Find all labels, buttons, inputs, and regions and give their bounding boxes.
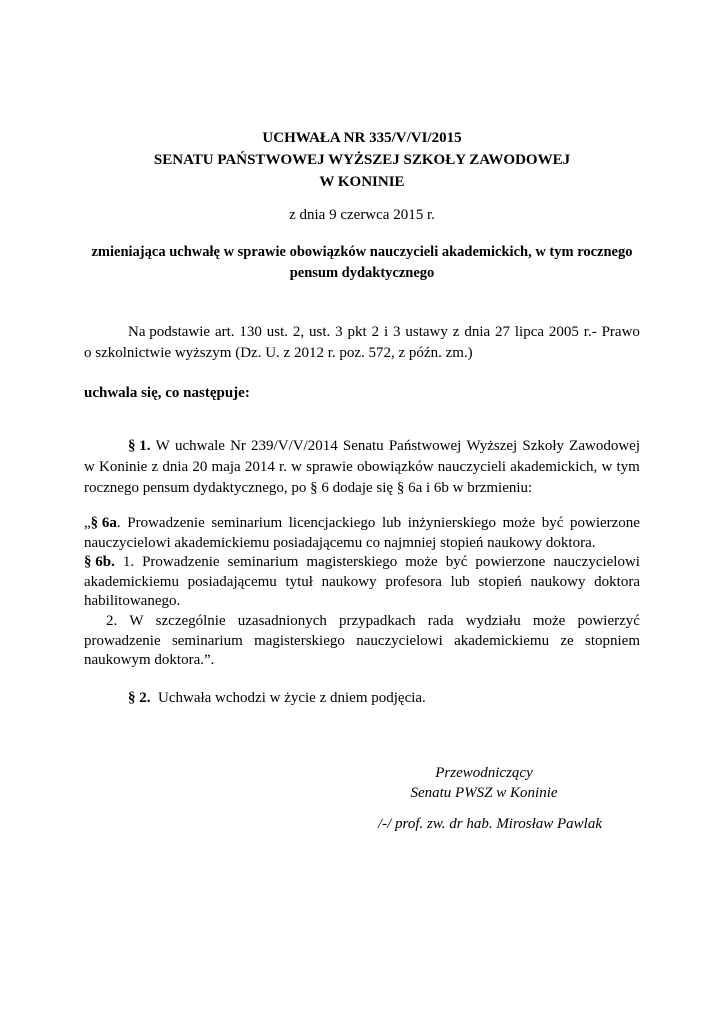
paragraph-2-line [84, 688, 640, 709]
paragraph-1-word: 2014 [244, 459, 275, 475]
section-6b-line-2 [84, 573, 640, 593]
paragraph-1-word: Koninie [99, 459, 148, 475]
legal-basis-word: 2005 [548, 324, 579, 340]
legal-basis-word: ust. [309, 324, 331, 340]
section-6a-word: lub [381, 515, 402, 531]
paragraph-1-word: z [151, 459, 159, 475]
paragraph-1-word: 20 [192, 459, 208, 475]
section-6b-point-2-word: szczególnie [155, 612, 226, 629]
paragraph-1-word: 239/V/V/2014 [251, 438, 338, 454]
section-6b-word: magisterskiego [306, 554, 398, 571]
section-6a-line-2: nauczycielowi akademickiemu posiadającemu co najmniej stopień naukowy doktora. [84, 534, 596, 551]
section-6b-point-2-word: stopniem [585, 632, 640, 649]
paragraph-1-line-1 [84, 436, 640, 457]
legal-basis-word: 27 [495, 324, 511, 340]
legal-basis-word: 130 [239, 324, 262, 340]
section-6b-point-2-word: ze [560, 632, 574, 649]
section-6a-word: licencjackiego [288, 515, 376, 531]
legal-basis-word: dnia [464, 324, 491, 340]
section-6b-point-2-line-2 [84, 632, 640, 652]
signatory-title: Przewodniczący [435, 765, 533, 781]
legal-basis-word: lipca [514, 324, 545, 340]
section-6b-word: nauczycielowi [553, 554, 640, 571]
paragraph-1-word: sprawie [306, 459, 353, 475]
section-6a-word: powierzone [569, 515, 640, 531]
subject-line-2: pensum dydaktycznego [289, 265, 435, 281]
section-6b-point-2-word: uzasadnionych [237, 612, 327, 629]
section-6b-line-3: habilitowanego. [84, 593, 181, 610]
section-6b-line-1 [84, 553, 640, 573]
paragraph-1-line-2 [84, 457, 640, 478]
paragraph-1-word: Zawodowej [569, 438, 640, 454]
legal-basis-word: Prawo [601, 324, 640, 340]
paragraph-1-word: r. [279, 459, 287, 475]
section-6b-point-2-word: magisterskiego [254, 632, 345, 649]
resolution-heading [0, 127, 724, 193]
section-6b-point-2-word: przypadkach [339, 612, 416, 629]
paragraph-1-word: w [84, 459, 95, 475]
legal-basis-line-1 [84, 322, 640, 343]
paragraph-1-word: Państwowej [388, 438, 462, 454]
legal-basis-word: art. [214, 324, 235, 340]
section-6b-point-2-word: akademickiemu [454, 632, 550, 649]
paragraph-1-word: w [291, 459, 302, 475]
section-6b-word: profesora [385, 573, 442, 590]
section-6b-word: 1. [122, 554, 135, 571]
paragraph-1-word: Wyższej [466, 438, 518, 454]
section-6b-word: Prowadzenie [142, 554, 220, 571]
section-6b-word: naukowy [530, 573, 586, 590]
section-6b-point-2-word: W [129, 612, 144, 629]
section-6b-point-2-word: może [532, 612, 566, 629]
section-6a-line-1 [84, 514, 640, 534]
paragraph-1-word: W [155, 438, 170, 454]
section-6a-word: może [502, 515, 536, 531]
resolution-subject [0, 242, 724, 284]
signatory-name: /-/ prof. zw. dr hab. Mirosław Pawlak [377, 816, 603, 832]
paragraph-1-word: akademickich, [510, 459, 598, 475]
section-6b-point-2-word: prowadzenie [84, 632, 161, 649]
legal-basis-word: ust. [266, 324, 289, 340]
legal-basis-word: 3 [393, 324, 401, 340]
paragraph-1-mark: § 1. [128, 438, 151, 454]
paragraph-1-word: Nr [230, 438, 246, 454]
section-6b-word: akademickiemu [84, 573, 179, 590]
paragraph-1-word: w [601, 459, 613, 475]
section-6b-word: naukowy [321, 573, 377, 590]
paragraph-1 [84, 436, 640, 499]
signatory-role [384, 763, 584, 803]
section-6b-word: lub [450, 573, 470, 590]
paragraph-1-word: tym [616, 459, 640, 475]
legal-basis-word: 3 [335, 324, 343, 340]
section-6a-word: Prowadzenie [127, 515, 205, 531]
section-6b-point-2-word: nauczycielowi [356, 632, 443, 649]
legal-basis [84, 322, 640, 364]
resolution-number: UCHWAŁA NR 335/V/VI/2015 [262, 130, 462, 146]
section-6b-point-2-word: seminarium [171, 632, 243, 649]
paragraph-2-mark: § 2. [128, 690, 151, 706]
section-6b-word: stopień [478, 573, 522, 590]
section-6a-word: być [541, 515, 564, 531]
legal-basis-line-2: o szkolnictwie wyższym (Dz. U. z 2012 r. poz. 572, z późn. zm.) [84, 345, 473, 361]
section-6a-word: seminarium [211, 515, 283, 531]
paragraph-1-word: dnia [162, 459, 189, 475]
legal-basis-word: z [452, 324, 460, 340]
resolution-date: z dnia 9 czerwca 2015 r. [289, 207, 435, 223]
opening-quote: „ [84, 515, 91, 531]
legal-basis-word: 2, [292, 324, 305, 340]
paragraph-2-text: Uchwała wchodzi w życie z dniem podjęcia. [158, 690, 426, 706]
legal-basis-word: r.- [583, 324, 597, 340]
section-6b-word: być [445, 554, 468, 571]
issuing-body: SENATU PAŃSTWOWEJ WYŻSZEJ SZKOŁY ZAWODOWEJ [153, 152, 571, 168]
subject-line-1: zmieniająca uchwałę w sprawie obowiązków nauczycieli akademickich, w tym rocznego [91, 244, 633, 260]
legal-basis-word: i [383, 324, 389, 340]
section-6b-mark: § 6b. [84, 554, 115, 571]
section-6b-word: doktora [594, 573, 640, 590]
legal-basis-word: ustawy [405, 324, 448, 340]
paragraph-1-word: nauczycieli [437, 459, 507, 475]
legal-basis-word: 2 [371, 324, 380, 340]
paragraph-1-word: maja [211, 459, 241, 475]
section-6b-word: może [405, 554, 438, 571]
issuing-location: W KONINIE [319, 174, 405, 190]
section-6b-word: posiadającemu [187, 573, 277, 590]
section-6b-point-2-line-1 [84, 612, 640, 632]
section-6b-point-2-word: wydziału [465, 612, 521, 629]
paragraph-1-word: Szkoły [522, 438, 565, 454]
paragraph-2 [84, 688, 640, 709]
section-6b-word: tytuł [285, 573, 313, 590]
inserted-provisions [84, 514, 640, 671]
signatory-body: Senatu PWSZ w Koninie [410, 785, 558, 801]
section-6a-word: inżynierskiego [407, 515, 497, 531]
section-6b-word: powierzone [475, 554, 546, 571]
section-6b-word: seminarium [227, 554, 299, 571]
legal-basis-word: pkt [347, 324, 367, 340]
legal-basis-word: Na podstawie [128, 324, 211, 340]
paragraph-1-line-3: rocznego pensum dydaktycznego, po § 6 dodaje się § 6a i 6b w brzmieniu: [84, 480, 533, 496]
section-6a-head: „§ 6a. [84, 515, 121, 531]
section-6b-point-2-line-3: naukowym doktora.”. [84, 652, 215, 669]
section-6a-mark: § 6a [90, 515, 117, 531]
paragraph-1-word: obowiązków [356, 459, 434, 475]
enacting-clause: uchwala się, co następuje: [84, 385, 250, 401]
paragraph-1-word: uchwale [174, 438, 225, 454]
section-6b-point-2-word: 2. [106, 612, 118, 629]
paragraph-1-word: Senatu [342, 438, 384, 454]
section-6b-point-2-word: rada [427, 612, 454, 629]
section-6b-point-2-word: powierzyć [577, 612, 640, 629]
